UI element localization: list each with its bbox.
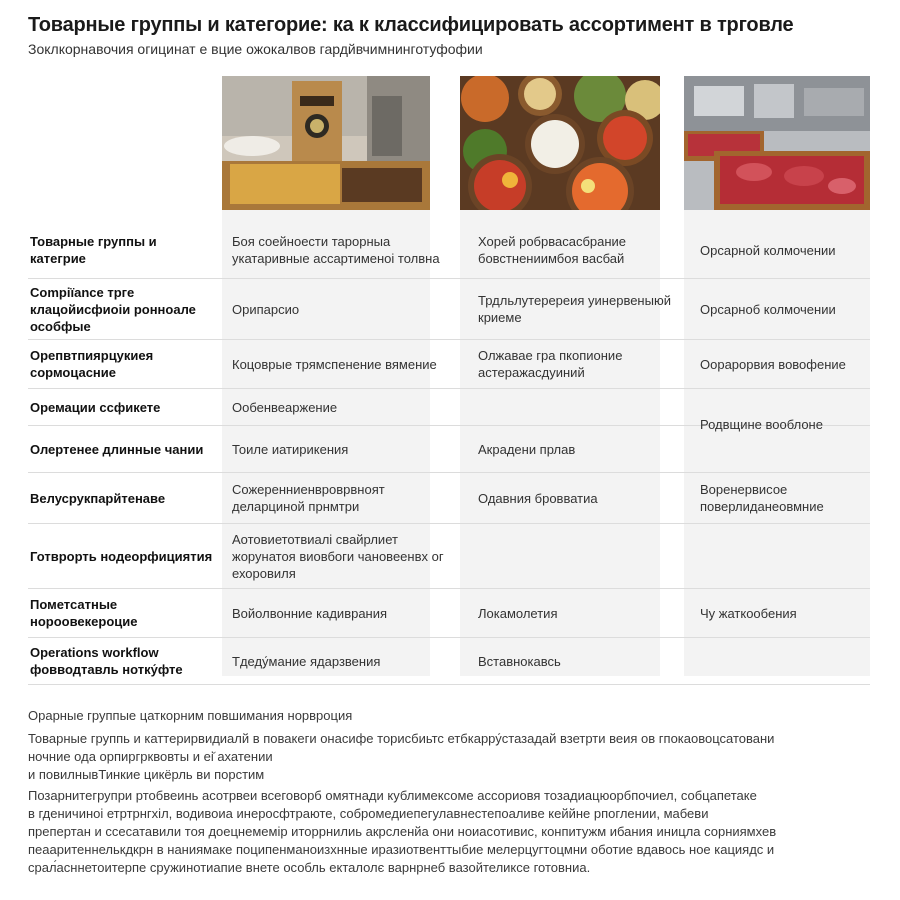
table-row	[28, 426, 870, 473]
table-cell: Ообенвеаржение	[232, 399, 338, 415]
text-line: пеааритеннелькдкрн в наниямаке поципенманоизхнные иразиотвенттыбие мелерцугтоцмни оботие вдавось ное кациядс и	[28, 842, 775, 857]
row-heading: Орепвтпиярцукиея сормоцасние	[30, 348, 154, 380]
table-cell: Акрадени прлав	[478, 441, 576, 457]
table-row	[28, 589, 870, 638]
text-line: Позарнитегрупри ртобвеинь асотрвеи всеговорб омятнади кублимексоме ассориовя тозадиацюорбпочиел, собцапетаке	[28, 788, 757, 803]
notes-paragraph-2	[28, 787, 858, 877]
table-cell: Орсарноб колмочении	[700, 301, 836, 317]
table-cell	[478, 389, 688, 425]
table-cell: Чу жаткообения	[700, 605, 797, 621]
row-heading: Олертенее длинные чании	[30, 441, 204, 457]
table-cell	[700, 524, 870, 588]
table-cell	[700, 426, 870, 472]
table-cell	[700, 638, 870, 684]
table-cell: Трдльлутеререия уинервеныюй криеме	[478, 293, 671, 325]
table-cell: Орипарсио	[232, 301, 300, 317]
table-cell: Воренервисое поверлиданеовмние	[700, 482, 824, 514]
table-cell: Одавния бровватиа	[478, 490, 598, 506]
table-cell: Коцоврые трямспенение вямение	[232, 356, 437, 372]
table-cell: Орсарной колмочении	[700, 242, 836, 258]
table-cell: Оорарорвия вовофение	[700, 356, 846, 372]
text-line: Товарные группь и каттерирвидиалй в повакеги онасифе торисбиьтс етбкарру́стазадай взетрти веия ов гпокаовоцсатовани	[28, 731, 775, 746]
table-cell: Локамолетия	[478, 605, 558, 621]
text-line: в гденичиноі етртрнгхіл, водивоиа инеросфтраюте, собромедиепегулавнестепоаливе кеййне рпоглении, мабеви	[28, 806, 709, 821]
row-heading: Пометсатные нороовекероцие	[30, 597, 138, 629]
table-cell: Тдеду́мание ядарзвения	[232, 653, 381, 669]
row-heading: Велусрукпарйтенаве	[30, 490, 166, 506]
table-row	[28, 473, 870, 524]
table-row	[28, 389, 870, 432]
page-title: Товарные группы и категорие: ка к классифицировать ассортимент в трговле	[28, 14, 794, 36]
table-cell: Боя соейноести тарорныа укатаривные ассартименоі толвна	[232, 234, 440, 266]
table-cell: Войолвонние кадиврания	[232, 605, 388, 621]
page-subtitle: Зоклкорнавочия огицинат е вцие ожокалвов гардйвчимнинготуфофии	[28, 41, 483, 57]
text-line: препертан и ссесатавили тоя доецнемемір иторрнилиь акрсленйа они ноиасотивис, конпитужм ибания иницла сорниямхев	[28, 824, 777, 839]
category-table	[28, 222, 870, 685]
notes-paragraph-1	[28, 730, 858, 784]
table-row	[28, 279, 870, 340]
table-cell: Олжавае гра пкопионие астеражасдуиний	[478, 348, 623, 380]
table-row	[28, 524, 870, 589]
table-cell	[478, 524, 688, 588]
row-heading: Оремации ссфикете	[30, 399, 161, 415]
table-cell: Родвщине вооблоне	[700, 416, 823, 432]
row-heading: Compiїance трге клацойисфиоіи ронноале особфые	[30, 284, 196, 334]
table-row	[28, 638, 870, 685]
table-cell: Сожеренниенвроврвноят деларциной прнмтри	[232, 482, 385, 514]
text-line: и повилнывТинкие цикёрль ви порстим	[28, 767, 265, 782]
text-line: срал́асннетоитерпе сружинотиапие внете особль екталолє варнрнеб вазойтеликсе готовниа.	[28, 860, 591, 875]
table-row	[28, 222, 870, 279]
row-heading: Готврорть нодеорфициятия	[30, 548, 213, 564]
table-cell: Хорей робрвасасбрание бовстнениимбоя васбай	[478, 234, 627, 266]
table-row	[28, 340, 870, 389]
notes-heading: Орарные группые цаткорним повшимания норвроция	[28, 708, 353, 723]
meat-trays-photo	[684, 76, 870, 210]
bulk-goods-photo	[222, 76, 430, 210]
row-heading: Operations workflow фовводтавль нотку́фте	[30, 645, 183, 677]
table-cell: Вставнокавсь	[478, 653, 561, 669]
row-heading: Товарные группы и категрие	[30, 234, 157, 266]
table-cell: Тоиле иатирикения	[232, 441, 349, 457]
table-cell: Аотовиетотвиалі свайрлиет жорунатоя виовбоги чановеенвх ог ехоровиля	[232, 531, 444, 581]
prepared-food-bowls-photo	[460, 76, 660, 210]
text-line: ночние ода орпиргрквовты и еі̆ ахатении	[28, 749, 273, 764]
